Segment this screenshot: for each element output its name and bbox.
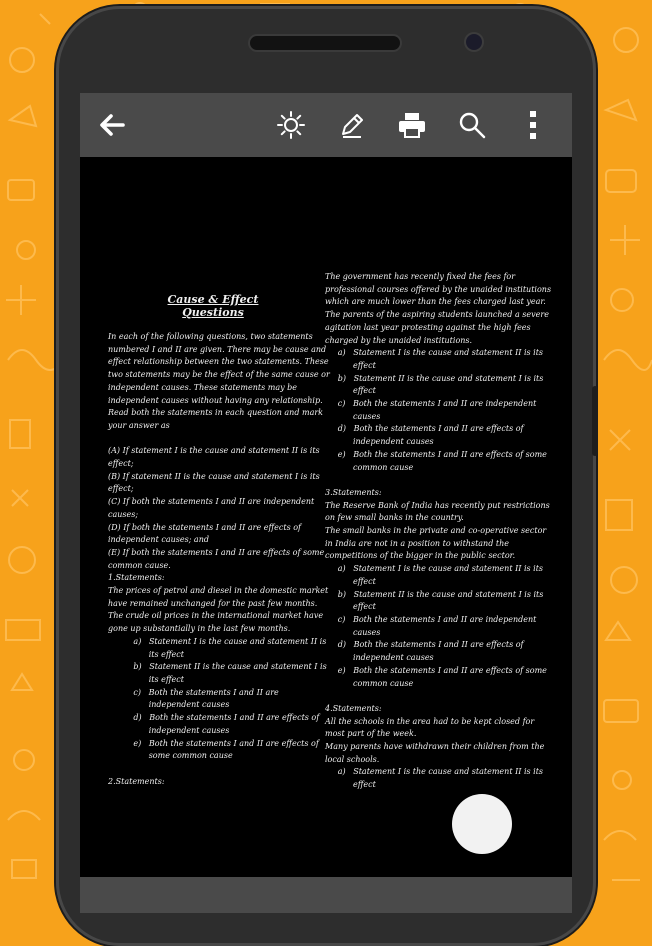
document-text-line: effect xyxy=(325,576,376,586)
document-text-line: effect xyxy=(325,386,376,396)
document-text-line: independent causes xyxy=(108,725,230,735)
print-icon[interactable] xyxy=(392,105,432,145)
document-text-line: e) Both the statements I and II are effects of some xyxy=(325,665,547,675)
document-text-line: a) Statement I is the cause and statement II is xyxy=(108,636,327,646)
document-text-line xyxy=(325,690,551,703)
document-right-column xyxy=(325,271,551,792)
document-text-line: 4.Statements: xyxy=(325,703,382,713)
document-text-line: (A) If statement I is the cause and statement II is its xyxy=(108,446,320,456)
document-text-line: c) Both the statements I and II are independent xyxy=(325,614,537,624)
document-text-line: effect xyxy=(325,602,376,612)
document-text-line: e) Both the statements I and II are effects of xyxy=(108,738,319,748)
document-text-line: independent causes xyxy=(325,437,434,447)
document-text-line: (D) If both the statements I and II are effects of xyxy=(108,522,302,532)
document-text-line: d) Both the statements I and II are effects of xyxy=(325,424,524,434)
document-text-line xyxy=(108,763,330,776)
document-text-line: effect; xyxy=(108,459,134,469)
document-text-line: The parents of the aspiring students launched a severe xyxy=(325,310,549,320)
brightness-icon[interactable] xyxy=(271,105,311,145)
document-text-line: causes xyxy=(325,411,381,421)
document-text-line: effect relationship between the two statements. These xyxy=(108,357,329,367)
reader-toolbar xyxy=(80,93,572,157)
document-text-line: The government has recently fixed the fees for xyxy=(325,272,516,281)
document-text-line: independent causes; and xyxy=(108,535,209,545)
document-text-line: 2.Statements: xyxy=(108,776,165,786)
document-text-line: a) Statement I is the cause and statement II is its xyxy=(325,564,544,574)
document-text-line: causes xyxy=(325,627,381,637)
document-text-line: The crude oil prices in the international market have xyxy=(108,611,324,621)
document-text-line: independent causes without having any relationship. xyxy=(108,395,323,405)
document-text-line: d) Both the statements I and II are effects of xyxy=(108,713,320,723)
floating-action-button[interactable] xyxy=(452,794,512,854)
phone-camera xyxy=(466,34,482,50)
document-text-line: common cause xyxy=(325,678,414,688)
document-text-line: a) Statement I is the cause and statement II is its xyxy=(325,348,544,358)
document-text-line: causes; xyxy=(108,509,139,519)
document-text-line: agitation last year protesting against the high fees xyxy=(325,322,531,332)
document-text-line: in India are not in a position to withstand the xyxy=(325,538,509,548)
document-text-line: professional courses offered by the unaided institutions xyxy=(325,284,552,294)
document-text-line: a) Statement I is the cause and statement II is its xyxy=(325,767,544,777)
document-title: Cause & Effect Questions xyxy=(167,293,259,319)
document-text-line: competitions of the bigger in the public sector. xyxy=(325,551,516,561)
document-text-line: Read both the statements in each question and mark xyxy=(108,408,324,418)
document-text-line: effect; xyxy=(108,484,134,494)
more-vert-icon[interactable] xyxy=(513,105,553,145)
document-text-line: (E) If both the statements I and II are effects of some xyxy=(108,547,325,557)
document-text-line: local schools. xyxy=(325,754,380,764)
document-text-line: two statements may be the effect of the same cause or xyxy=(108,370,330,380)
document-text-line: independent causes xyxy=(108,700,230,710)
document-text-line: c) Both the statements I and II are xyxy=(108,687,279,697)
document-text-line: common cause xyxy=(325,462,414,472)
document-text-line: independent causes xyxy=(325,653,434,663)
document-text-line: which are much lower than the fees charged last year. xyxy=(325,297,546,307)
document-text-line: some common cause xyxy=(108,751,233,761)
document-text-line: (B) If statement II is the cause and statement I is its xyxy=(108,471,320,481)
phone-side-button xyxy=(592,386,598,456)
document-text-line: effect xyxy=(325,360,376,370)
pen-icon[interactable] xyxy=(332,105,372,145)
document-text-line: most part of the week. xyxy=(325,729,417,739)
document-text-line: common cause. xyxy=(108,560,171,570)
document-text-line: numbered I and II are given. There may be cause and xyxy=(108,344,327,354)
document-text-line xyxy=(325,474,551,487)
phone-screen xyxy=(80,93,572,913)
document-text-line xyxy=(108,433,330,446)
phone-speaker xyxy=(250,36,400,50)
document-text-line: b) Statement II is the cause and statement I is its xyxy=(325,589,544,599)
back-arrow-icon[interactable] xyxy=(92,105,132,145)
document-text-line: charged by the unaided institutions. xyxy=(325,335,473,345)
document-text-line: independent causes. These statements may be xyxy=(108,382,298,392)
document-text-line: c) Both the statements I and II are independent xyxy=(325,399,537,409)
document-text-line: effect xyxy=(325,780,376,790)
document-text-line: All the schools in the area had to be kept closed for xyxy=(325,716,535,726)
search-icon[interactable] xyxy=(452,105,492,145)
document-text-line: The Reserve Bank of India has recently put restrictions xyxy=(325,500,550,510)
document-text-line: its effect xyxy=(108,649,184,659)
document-text-line: In each of the following questions, two statements xyxy=(108,332,313,341)
document-text-line: b) Statement II is the cause and statement I is its xyxy=(325,373,544,383)
document-text-line: gone up substantially in the last few months. xyxy=(108,624,291,634)
document-text-line: 1.Statements: xyxy=(108,573,165,583)
document-text-line: Many parents have withdrawn their children from the xyxy=(325,742,545,752)
document-text-line: your answer as xyxy=(108,420,170,430)
document-text-line: have remained unchanged for the past few months. xyxy=(108,598,318,608)
document-text-line: d) Both the statements I and II are effects of xyxy=(325,640,524,650)
document-text-line: The prices of petrol and diesel in the domestic market xyxy=(108,586,329,596)
document-text-line: b) Statement II is the cause and statement I is xyxy=(108,662,327,672)
document-text-line: its effect xyxy=(108,674,184,684)
document-text-line: e) Both the statements I and II are effects of some xyxy=(325,449,547,459)
document-text-line: 3.Statements: xyxy=(325,487,382,497)
bottom-bar xyxy=(80,877,572,913)
document-text-line: The small banks in the private and co-operative sector xyxy=(325,526,547,536)
document-text-line: on few small banks in the country. xyxy=(325,513,464,523)
document-text-line: (C) If both the statements I and II are independent xyxy=(108,497,315,507)
document-left-column xyxy=(108,331,330,788)
